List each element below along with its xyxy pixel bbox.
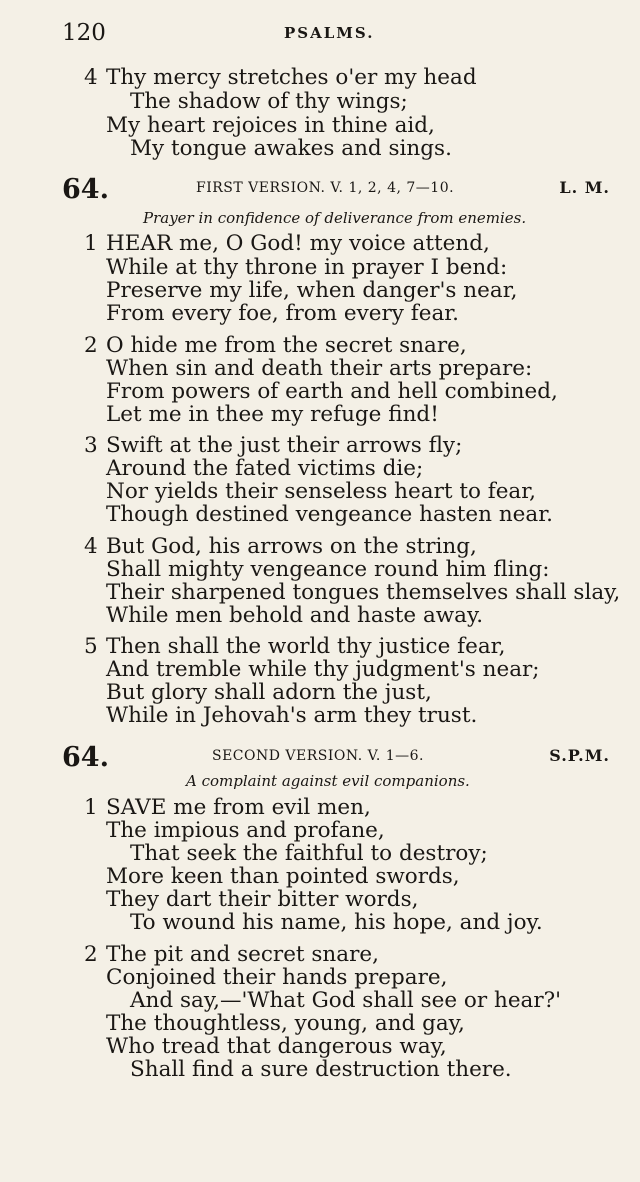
psalm-subtitle: A complaint against evil companions.	[186, 772, 470, 790]
verse-line: That seek the faithful to destroy;	[130, 841, 488, 866]
verse-line: Swift at the just their arrows fly;	[106, 433, 463, 458]
verse-line: Conjoined their hands prepare,	[106, 965, 448, 990]
verse-line: O hide me from the secret snare,	[106, 333, 467, 358]
verse-line: More keen than pointed swords,	[106, 864, 460, 889]
verse-line: Preserve my life, when danger's near,	[106, 278, 518, 303]
psalm-number: 64.	[62, 742, 109, 773]
page-header	[62, 20, 582, 48]
verse-line: My tongue awakes and sings.	[130, 136, 452, 161]
verse-line: And say,—'What God shall see or hear?'	[130, 988, 562, 1013]
meter-label: S.P.M.	[549, 746, 610, 765]
verse-line: Around the fated victims die;	[106, 456, 424, 481]
stanza-number: 3	[84, 433, 98, 458]
stanza-number: 5	[84, 634, 98, 659]
verse-line: While men behold and haste away.	[106, 603, 484, 628]
verse-line: While in Jehovah's arm they trust.	[106, 703, 478, 728]
stanza-number: 1	[84, 231, 98, 256]
verse-line: And tremble while thy judgment's near;	[106, 657, 540, 682]
stanza-number: 2	[84, 333, 98, 358]
stanza-number: 4	[84, 65, 98, 90]
verse-line: SAVE me from evil men,	[106, 795, 371, 820]
verse-line: Shall find a sure destruction there.	[130, 1057, 512, 1082]
meter-label: L. M.	[559, 178, 610, 197]
verse-line: To wound his name, his hope, and joy.	[130, 910, 543, 935]
verse-line: While at thy throne in prayer I bend:	[106, 255, 508, 280]
verse-line: The thoughtless, young, and gay,	[106, 1011, 465, 1036]
stanza-number: 2	[84, 942, 98, 967]
stanza-number: 1	[84, 795, 98, 820]
running-title: PSALMS.	[284, 24, 375, 42]
verse-line: The pit and secret snare,	[106, 942, 379, 967]
verse-line: Nor yields their senseless heart to fear,	[106, 479, 536, 504]
verse-line: When sin and death their arts prepare:	[106, 356, 533, 381]
verse-line: Though destined vengeance hasten near.	[106, 502, 553, 527]
page-number: 120	[62, 20, 106, 46]
psalm-heading	[62, 174, 610, 204]
version-label: FIRST VERSION. V. 1, 2, 4, 7—10.	[196, 180, 455, 196]
verse-line: But God, his arrows on the string,	[106, 534, 477, 559]
verse-line: But glory shall adorn the just,	[106, 680, 432, 705]
verse-line: The shadow of thy wings;	[130, 89, 408, 114]
verse-line: From every foe, from every fear.	[106, 301, 460, 326]
verse-line: Who tread that dangerous way,	[106, 1034, 447, 1059]
verse-line: From powers of earth and hell combined,	[106, 379, 558, 404]
verse-line: Their sharpened tongues themselves shall slay,	[106, 580, 621, 605]
verse-line: Thy mercy stretches o'er my head	[106, 65, 477, 90]
verse-line: My heart rejoices in thine aid,	[106, 113, 435, 138]
verse-line: The impious and profane,	[106, 818, 385, 843]
psalm-heading	[62, 742, 610, 772]
stanza-number: 4	[84, 534, 98, 559]
psalm-number: 64.	[62, 174, 109, 205]
verse-line: Shall mighty vengeance round him fling:	[106, 557, 550, 582]
verse-line: Then shall the world thy justice fear,	[106, 634, 506, 659]
verse-line: Let me in thee my refuge find!	[106, 402, 439, 427]
verse-line: HEAR me, O God! my voice attend,	[106, 231, 490, 256]
verse-line: They dart their bitter words,	[106, 887, 419, 912]
version-label: SECOND VERSION. V. 1—6.	[212, 748, 424, 764]
psalm-subtitle: Prayer in confidence of deliverance from enemies.	[143, 209, 527, 227]
